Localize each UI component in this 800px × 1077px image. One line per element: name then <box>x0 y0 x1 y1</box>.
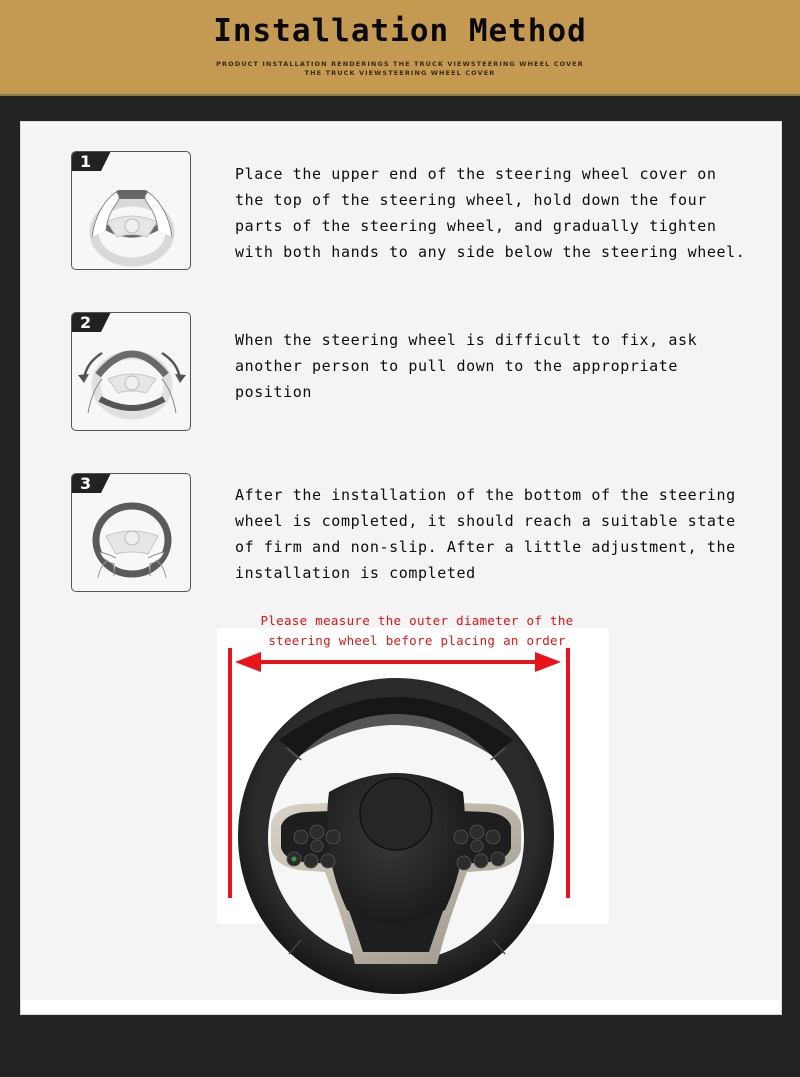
right-diameter-guide-line <box>566 648 570 898</box>
step-2-number: 2 <box>80 313 92 332</box>
panel-bottom-strip <box>21 1000 781 1014</box>
instructions-panel <box>20 121 782 1015</box>
step-3-illustration <box>71 473 191 592</box>
header-subtitle-line2: THE TRUCK VIEWSTEERING WHEEL COVER <box>304 69 496 77</box>
step-1-text: Place the upper end of the steering wheel cover on the top of the steering wheel, hold down the four parts of the steering wheel, and gradually tighten with both hands to any side below the steering wheel. <box>235 165 746 261</box>
hands-placing-cover-on-top-of-wheel-icon <box>72 152 191 270</box>
step-2-text: When the steering wheel is difficult to fix, ask another person to pull down to the appropriate position <box>235 331 698 401</box>
measurement-note <box>227 611 607 651</box>
measurement-note-line2: steering wheel before placing an order <box>268 633 566 648</box>
double-headed-diameter-arrow-icon <box>235 651 561 673</box>
page-title: Installation Method <box>213 13 587 49</box>
step-2-illustration <box>71 312 191 431</box>
hands-pulling-cover-down-with-arrows-icon <box>72 313 191 431</box>
hands-adjusting-bottom-of-wheel-icon <box>72 474 191 592</box>
header-subtitle-line1: PRODUCT INSTALLATION RENDERINGS THE TRUCK VIEWSTEERING WHEEL COVER <box>216 60 584 68</box>
step-1-number: 1 <box>80 152 92 171</box>
step-3-text: After the installation of the bottom of the steering wheel is completed, it should reach a suitable state of firm and non-slip. After a little adjustment, the installation is completed <box>235 486 736 582</box>
header-banner <box>0 0 800 96</box>
black-leather-steering-wheel-photo <box>231 674 561 1004</box>
step-3-number: 3 <box>80 474 92 493</box>
measurement-note-line1: Please measure the outer diameter of the <box>260 613 574 628</box>
step-1-illustration <box>71 151 191 270</box>
